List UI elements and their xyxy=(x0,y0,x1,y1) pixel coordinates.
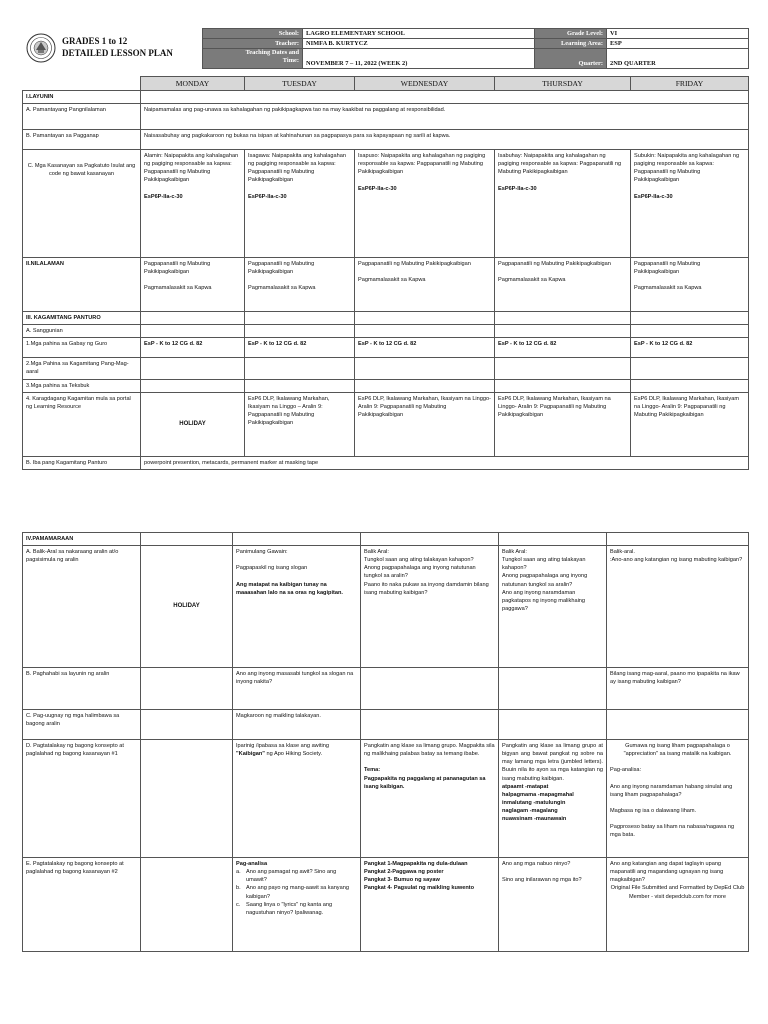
title-line-1: GRADES 1 to 12 xyxy=(62,36,128,47)
lr-wednesday: EsP6 DLP, Ikalawang Markahan, Ikasiyam na Linggo- Aralin 9: Pagpapanatili ng Mabuting Pakikipagkaibigan xyxy=(355,392,495,456)
holiday-monday: HOLIDAY xyxy=(141,392,245,456)
iba-pang-kagamitan-text: powerpoint presention, metacards, permanent marker at masking tape xyxy=(141,456,749,469)
song-title: "Kaibigan" xyxy=(236,751,265,758)
layunin-heading: I.LAYUNIN xyxy=(23,91,141,104)
jumbled-instructions: Pangkatin ang klase sa limang grupo at bigyan ang bawat pangkat ng sobre na may lamang mga letra (jumbled letters). Buuin nila ito ayon sa mga katangian ng isang mabuting kaibigan. xyxy=(502,743,603,782)
balik-aral-wed-q1: Tungkol saan ang ating talakayan kahapon? xyxy=(364,557,474,564)
gabay-guro-monday: EsP - K to 12 CG d. 82 xyxy=(141,338,245,358)
lesson-plan-table-2 xyxy=(22,532,749,952)
lesson-plan-table-1 xyxy=(22,76,749,470)
grade-value: VI xyxy=(607,29,749,39)
mag-aaral-row xyxy=(23,358,749,379)
kagamitan-label: III. KAGAMITANG PANTURO xyxy=(23,312,141,325)
area-value: ESP xyxy=(607,39,749,49)
liham-instructions: Gumawa ng isang liham pagpapahalaga o "appreciation" sa isang matalik na kaibigan. xyxy=(623,743,732,758)
day-friday: FRIDAY xyxy=(631,77,749,91)
pag-uugnay-label: C. Pag-uugnay ng mga halimbawa sa bagong aralin xyxy=(23,710,141,740)
katangian-question: Ano ang katangian ang dapat taglayin upang mapanatili ang magandang ugnayan ng isang magkaibigan? xyxy=(610,861,724,884)
days-row xyxy=(23,77,749,91)
grade-label: Grade Level: xyxy=(535,29,607,39)
iparinig-text: Iparinig /ipabasa sa klase ang awiting xyxy=(236,743,329,750)
document-title xyxy=(62,36,173,59)
kasanayan-tuesday xyxy=(245,150,355,258)
nilalaman-thursday xyxy=(495,258,631,312)
nilalaman-label: II.NILALAMAN xyxy=(23,258,141,312)
paghahabi-friday: Bilang isang mag-aaral, paano mo ipapakita na ikaw ay isang mabuting kaibigan? xyxy=(607,668,749,710)
teksbuk-label: 3.Mga pahina sa Teksbuk xyxy=(23,379,141,392)
pangkat-4: Pangkat 4- Pagsulat ng maikling kuwento xyxy=(364,885,475,892)
dates-label-line-1: Teaching Dates and xyxy=(245,49,299,56)
pangnilalaman-label: A. Pamantayang Pangnilalaman xyxy=(23,104,141,130)
quarter-label: Quarter: xyxy=(535,49,607,69)
nabuo-question: Ano ang mga nabuo ninyo? xyxy=(502,861,571,868)
day-thursday: THURSDAY xyxy=(495,77,631,91)
lesson-plan-page-2 xyxy=(22,532,748,952)
learning-resource-row xyxy=(23,392,749,456)
lr-tuesday: EsP6 DLP, Ikalawang Markahan, Ikasiyam na Linggo – Aralin 9: Pagpapanatili ng Mabuting Pakikipagkaibigan xyxy=(245,392,355,456)
pagtatalakay-1-row xyxy=(23,740,749,858)
learning-resource-label: 4. Karagdagang Kagamitan mula sa portal ng Learning Resource xyxy=(23,392,141,456)
school-label: School: xyxy=(203,29,303,39)
kasanayan-friday-code: EsP6P-IIa-c-30 xyxy=(634,193,673,200)
nilalaman-wednesday-sub: Pagmamalasakit sa Kapwa xyxy=(358,277,426,284)
balik-aral-wed-head: Balik Aral: xyxy=(364,549,389,556)
nilalaman-friday-text: Pagpapanatili ng Mabuting Pakikipagkaibigan xyxy=(634,261,701,276)
teacher-value: NIMFA B. KURTYCZ xyxy=(303,39,535,49)
dates-label xyxy=(203,49,303,69)
kasanayan-friday-text: Subukin: Naipapakita ang kahalagahan ng pagiging responsable sa kapwa: Pagpapanatili ng Mabuting Pakikipagkaibigan xyxy=(634,153,740,184)
nilalaman-monday xyxy=(141,258,245,312)
kasanayan-label: C. Mga Kasanayan sa Pagkatuto Isulat ang code ng bawat kasanayan xyxy=(23,150,141,258)
holiday-monday-2: HOLIDAY xyxy=(141,546,233,668)
balik-aral-thu-head: Balik Aral: xyxy=(502,549,527,556)
teacher-label: Teacher: xyxy=(203,39,303,49)
pagtatalakay-2-thursday xyxy=(499,858,607,952)
pagtatalakay-2-wednesday xyxy=(361,858,499,952)
pagtatalakay-2-tuesday xyxy=(233,858,361,952)
pagtatalakay-1-friday xyxy=(607,740,749,858)
pagtatalakay-1-thursday xyxy=(499,740,607,858)
pagtatalakay-2-row xyxy=(23,858,749,952)
analisa-text-c: Saang linya o "lyrics" ng kanta ang nagustuhan ninyo? Ipaliwanag. xyxy=(246,901,333,916)
gabay-guro-friday: EsP - K to 12 CG d. 82 xyxy=(631,338,749,358)
jumbled-2: halpagmama -mapagmahal xyxy=(502,791,574,798)
pagtatalakay-2-friday xyxy=(607,858,749,952)
paghahabi-row xyxy=(23,668,749,710)
kasanayan-wednesday-code: EsP6P-IIa-c-30 xyxy=(358,185,397,192)
kasanayan-thursday-text: Isabuhay: Naipapakita ang kahalagahan ng pagiging responsable sa kapwa: Pagpapanatili ng Mabuting Pakikipagkaibigan xyxy=(498,153,622,176)
balik-aral-wednesday xyxy=(361,546,499,668)
kasanayan-row xyxy=(23,150,749,258)
nilalaman-tuesday-sub: Pagmamalasakit sa Kapwa xyxy=(248,285,316,292)
balik-aral-thu-q2: Anong pagpapahalaga ang inyong natutunan tungkol sa aralin? xyxy=(502,573,588,588)
pamantayang-pangnilalaman-row xyxy=(23,104,749,130)
tema-label: Tema: xyxy=(364,767,381,774)
nilalaman-tuesday xyxy=(245,258,355,312)
nilalaman-row xyxy=(23,258,749,312)
nilalaman-wednesday xyxy=(355,258,495,312)
kasanayan-tuesday-text: Isagawa: Naipapakita ang kahalagahan ng pagiging responsable sa kapwa: Pagpapanatili ng Mabuting Pakikipagkaibigan xyxy=(248,153,346,184)
pag-analisa-question: Ano ang inyong naramdaman habang sinulat ang isang liham pagpapahalaga? xyxy=(610,783,733,798)
pag-uugnay-row xyxy=(23,710,749,740)
lr-thursday: EsP6 DLP, Ikalawang Markahan, Ikasiyam na Linggo- Aralin 9: Pagpapanatili ng Mabuting Pakikipagkaibigan xyxy=(495,392,631,456)
pamantayan-pagganap-row xyxy=(23,130,749,150)
pangkat-2: Pangkat 2-Paggawa ng poster xyxy=(364,869,444,876)
gabay-guro-row xyxy=(23,338,749,358)
sanggunian-label: A. Sanggunian xyxy=(23,325,141,338)
kasanayan-wednesday xyxy=(355,150,495,258)
kasanayan-wednesday-text: Isapuso: Naipapakita ang kahalagahan ng pagiging responsable sa kapwa: Pagpapanatili ng Mabuting Pakikipagkaibigan xyxy=(358,153,486,176)
jumbled-5: nuawsinam -maunawain xyxy=(502,816,567,823)
analisa-item-c xyxy=(236,901,357,917)
pag-analisa-label: Pag-analisa: xyxy=(610,767,642,774)
title-line-2: DETAILED LESSON PLAN xyxy=(62,48,173,58)
pag-uugnay-tuesday: Magkaroon ng maikling talakayan. xyxy=(233,710,361,740)
pag-analisa-heading: Pag-analisa xyxy=(236,861,268,868)
balik-aral-row xyxy=(23,546,749,668)
pamamaraan-heading: IV.PAMAMARAAN xyxy=(23,533,141,546)
analisa-item-a xyxy=(236,868,357,884)
nilalaman-monday-text: Pagpapanatili ng Mabuting Pakikipagkaibigan xyxy=(144,261,211,276)
mag-aaral-label: 2.Mga Pahina sa Kagamitang Pang-Mag-aaral xyxy=(23,358,141,379)
school-value: LAGRO ELEMENTARY SCHOOL xyxy=(303,29,535,39)
balik-aral-fri-q1: :Ano-ano ang katangian ng isang mabuting kaibigan? xyxy=(610,557,743,564)
day-tuesday: TUESDAY xyxy=(245,77,355,91)
gabay-guro-label: 1.Mga pahina sa Gabay ng Guro xyxy=(23,338,141,358)
nilalaman-thursday-sub: Pagmamalasakit sa Kapwa xyxy=(498,277,566,284)
nilalaman-wednesday-text: Pagpapanatili ng Mabuting Pakikipagkaibigan xyxy=(358,261,471,268)
pangkat-3: Pangkat 3- Bumuo ng sayaw xyxy=(364,877,440,884)
balik-aral-wed-q3: Paano ito naka pukaw sa inyong damdamin bilang isang mabuting kaibigan? xyxy=(364,581,489,596)
area-label: Learning Area: xyxy=(535,39,607,49)
gabay-guro-tuesday: EsP - K to 12 CG d. 82 xyxy=(245,338,355,358)
pagtatalakay-1-tuesday xyxy=(233,740,361,858)
slogan-text: Ang matapat na kaibigan tunay na maaasahan lalo na sa oras ng kagipitan. xyxy=(236,581,343,596)
nilalaman-thursday-text: Pagpapanatili ng Mabuting Pakikipagkaibigan xyxy=(498,261,611,268)
balik-aral-fri-head: Balik-aral. xyxy=(610,549,635,556)
magbasa-text: Magbasa ng isa o dalawang liham. xyxy=(610,807,697,814)
pagganap-text: Naisasabuhay ang pagkakaroon ng bukas na isipan at kahinahunan sa pagpapasya para sa kapayapaan ng sarili at kapwa. xyxy=(141,130,749,150)
pagtatalakay-2-label: E. Pagtatalakay ng bagong konsepto at paglalahad ng bagong kasanayan #2 xyxy=(23,858,141,952)
balik-aral-label: A. Balik-Aral sa nakaraang aralin at/o pagsisimula ng aralin xyxy=(23,546,141,668)
analisa-item-b xyxy=(236,884,357,900)
analisa-text-a: Ano ang pamagat ng awit? Sino ang umawit? xyxy=(246,869,337,884)
gabay-guro-wednesday: EsP - K to 12 CG d. 82 xyxy=(355,338,495,358)
lesson-plan-header xyxy=(22,28,748,76)
kasanayan-monday-code: EsP6P-IIa-c-30 xyxy=(144,193,183,200)
kasanayan-thursday xyxy=(495,150,631,258)
pagtatalakay-1-wednesday xyxy=(361,740,499,858)
dates-label-line-2: Time: xyxy=(282,57,299,64)
day-wednesday: WEDNESDAY xyxy=(355,77,495,91)
header-info-table xyxy=(202,28,749,69)
lr-friday: EsP6 DLP, Ikalawang Markahan, Ikasiyam na Linggo- Aralin 9: Pagpapanatili ng Mabuting Pakikipagkaibigan xyxy=(631,392,749,456)
nilalaman-tuesday-text: Pagpapanatili ng Mabuting Pakikipagkaibigan xyxy=(248,261,315,276)
sanggunian-row xyxy=(23,325,749,338)
jumbled-3: inmalutang -matulungin xyxy=(502,799,566,806)
nilalaman-monday-sub: Pagmamalasakit sa Kapwa xyxy=(144,285,212,292)
pagproseso-text: Pagproseso batay sa liham na nabasa/nagawa ng mga bata. xyxy=(610,824,735,839)
kasanayan-monday xyxy=(141,150,245,258)
inilarawan-question: Sino ang inilarawan ng mga ito? xyxy=(502,877,582,884)
day-monday: MONDAY xyxy=(141,77,245,91)
analisa-marker-c: c. xyxy=(236,901,241,908)
iba-pang-kagamitan-label: B. Iba pang Kagamitang Panturo xyxy=(23,456,141,469)
pangnilalaman-text: Naipamamalas ang pag-unawa sa kahalagahan ng pakikipagkapwa tao na may kaakibat na paggalang at responsibilidad. xyxy=(141,104,749,130)
kasanayan-thursday-code: EsP6P-IIa-c-30 xyxy=(498,185,537,192)
analisa-marker-a: a. xyxy=(236,869,241,876)
analisa-marker-b: b. xyxy=(236,885,241,892)
pagganap-label: B. Pamantayan sa Pagganap xyxy=(23,130,141,150)
jumbled-1: atpaamt -matapat xyxy=(502,783,549,790)
dates-value: NOVEMBER 7 – 11, 2022 (WEEK 2) xyxy=(303,49,535,69)
pangkat-1: Pangkat 1-Magpapakita ng dula-dulaan xyxy=(364,861,468,868)
kasanayan-friday xyxy=(631,150,749,258)
balik-aral-friday xyxy=(607,546,749,668)
nilalaman-friday xyxy=(631,258,749,312)
quarter-value: 2ND QUARTER xyxy=(607,49,749,69)
pagtatalakay-1-label: D. Pagtatalakay ng bagong konsepto at paglalahad ng bagong kasanayan #1 xyxy=(23,740,141,858)
paghahabi-label: B. Paghahabi sa layunin ng aralin xyxy=(23,668,141,710)
depedclub-credit: Original File Submitted and Formatted by DepEd Club Member - visit depedclub.com for more xyxy=(610,885,745,900)
jumbled-4: naglagam -magalang xyxy=(502,807,558,814)
kagamitan-row xyxy=(23,312,749,325)
iba-pang-kagamitan-row xyxy=(23,456,749,469)
nilalaman-friday-sub: Pagmamalasakit sa Kapwa xyxy=(634,285,702,292)
pagpapaskil-slogan: Pagpapaskil ng isang slogan xyxy=(236,565,308,572)
balik-aral-tuesday xyxy=(233,546,361,668)
teksbuk-row xyxy=(23,379,749,392)
layunin-row xyxy=(23,91,749,104)
pamamaraan-row xyxy=(23,533,749,546)
kasanayan-monday-text: Alamin: Naipapakita ang kahalagahan ng pagiging responsable sa kapwa: Pagpapanatili ng Mabuting Pakikipagkaibigan xyxy=(144,153,239,184)
balik-aral-thu-q3: Ano ang inyong naramdaman pagkatapos ng inyong malikhaing paggawa? xyxy=(502,589,586,612)
deped-seal-icon xyxy=(26,33,56,63)
balik-aral-wed-q2: Anong pagpapahalaga ang inyong natutunan tungkol sa aralin? xyxy=(364,565,476,580)
tema-text: Pagpapakita ng paggalang at pananagutan sa isang kaibigan. xyxy=(364,775,486,790)
paghahabi-tuesday: Ano ang inyong masasabi tungkol sa slogan na inyong nakita? xyxy=(233,668,361,710)
song-artist: ng Apo Hiking Society. xyxy=(264,751,323,758)
panimulang-gawain: Panimulang Gawain: xyxy=(236,549,288,556)
pangkatin-text: Pangkatin ang klase sa limang grupo. Magpakita sila ng malikhaing palabas batay sa temang ibabe. xyxy=(364,743,495,758)
balik-aral-thu-q1: Tungkol saan ang ating talakayan kahapon? xyxy=(502,557,586,572)
gabay-guro-thursday: EsP - K to 12 CG d. 82 xyxy=(495,338,631,358)
analisa-text-b: Ano ang payo ng mang-aawit sa kanyang kaibigan? xyxy=(246,885,349,900)
lesson-plan-page-1 xyxy=(22,28,748,470)
title-block xyxy=(22,28,202,68)
balik-aral-thursday xyxy=(499,546,607,668)
kasanayan-tuesday-code: EsP6P-IIa-c-30 xyxy=(248,193,287,200)
